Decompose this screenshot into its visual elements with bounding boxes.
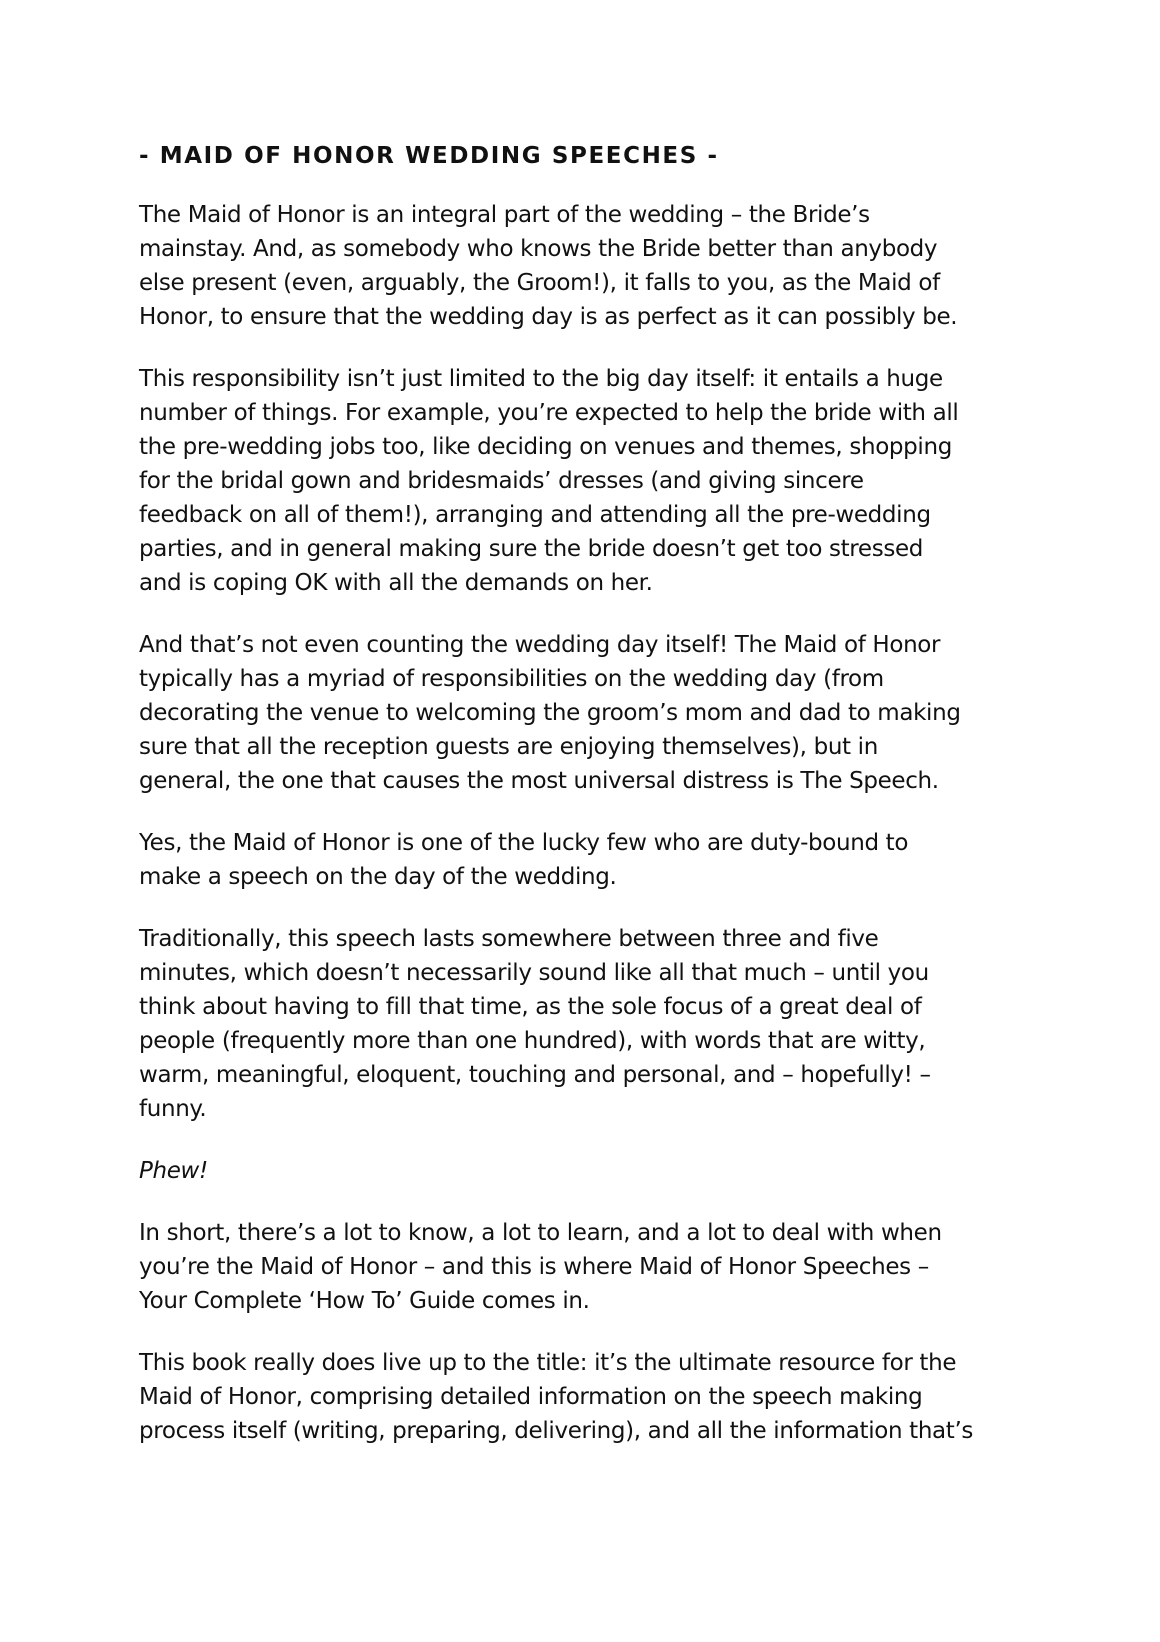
page-content (139, 140, 1039, 1476)
text-line: parties, and in general making sure the bride doesn’t get too stressed (139, 536, 924, 562)
text-line: feedback on all of them!), arranging and attending all the pre-wedding (139, 502, 931, 528)
text-line: number of things. For example, you’re expected to help the bride with all (139, 400, 959, 426)
text-line: make a speech on the day of the wedding. (139, 864, 617, 890)
text-line: In short, there’s a lot to know, a lot to learn, and a lot to deal with when (139, 1220, 942, 1246)
text-line: Your Complete ‘How To’ Guide comes in. (139, 1288, 590, 1314)
paragraph-wedding-day (139, 628, 1039, 798)
text-line: process itself (writing, preparing, delivering), and all the information that’s (139, 1418, 974, 1444)
text-line: Yes, the Maid of Honor is one of the lucky few who are duty-bound to (139, 830, 909, 856)
text-line: typically has a myriad of responsibilities on the wedding day (from (139, 666, 884, 692)
text-line: the pre-wedding jobs too, like deciding on venues and themes, shopping (139, 434, 952, 460)
paragraph-phew (139, 1154, 1039, 1188)
text-line: Honor, to ensure that the wedding day is as perfect as it can possibly be. (139, 304, 958, 330)
paragraph-responsibility (139, 362, 1039, 600)
text-line: decorating the venue to welcoming the groom’s mom and dad to making (139, 700, 961, 726)
text-line: people (frequently more than one hundred), with words that are witty, (139, 1028, 926, 1054)
paragraph-intro (139, 198, 1039, 334)
text-line: This responsibility isn’t just limited to the big day itself: it entails a huge (139, 366, 943, 392)
text-line: general, the one that causes the most universal distress is The Speech. (139, 768, 939, 794)
text-line: and is coping OK with all the demands on her. (139, 570, 653, 596)
paragraph-in-short (139, 1216, 1039, 1318)
text-line: And that’s not even counting the wedding day itself! The Maid of Honor (139, 632, 941, 658)
text-line: warm, meaningful, eloquent, touching and personal, and – hopefully! – (139, 1062, 931, 1088)
paragraph-book (139, 1346, 1039, 1448)
text-line: for the bridal gown and bridesmaids’ dresses (and giving sincere (139, 468, 864, 494)
text-line: else present (even, arguably, the Groom!), it falls to you, as the Maid of (139, 270, 940, 296)
text-line: think about having to fill that time, as the sole focus of a great deal of (139, 994, 922, 1020)
text-line: Maid of Honor, comprising detailed information on the speech making (139, 1384, 923, 1410)
paragraph-duty (139, 826, 1039, 894)
text-line: mainstay. And, as somebody who knows the Bride better than anybody (139, 236, 938, 262)
paragraph-tradition (139, 922, 1039, 1126)
text-line: sure that all the reception guests are enjoying themselves), but in (139, 734, 878, 760)
page-heading: - MAID OF HONOR WEDDING SPEECHES - (139, 143, 719, 169)
text-line: minutes, which doesn’t necessarily sound like all that much – until you (139, 960, 929, 986)
text-line: funny. (139, 1096, 207, 1122)
text-line: you’re the Maid of Honor – and this is where Maid of Honor Speeches – (139, 1254, 929, 1280)
text-line: Phew! (139, 1158, 208, 1184)
text-line: This book really does live up to the title: it’s the ultimate resource for the (139, 1350, 957, 1376)
text-line: Traditionally, this speech lasts somewhere between three and five (139, 926, 879, 952)
text-line: The Maid of Honor is an integral part of the wedding – the Bride’s (139, 202, 870, 228)
